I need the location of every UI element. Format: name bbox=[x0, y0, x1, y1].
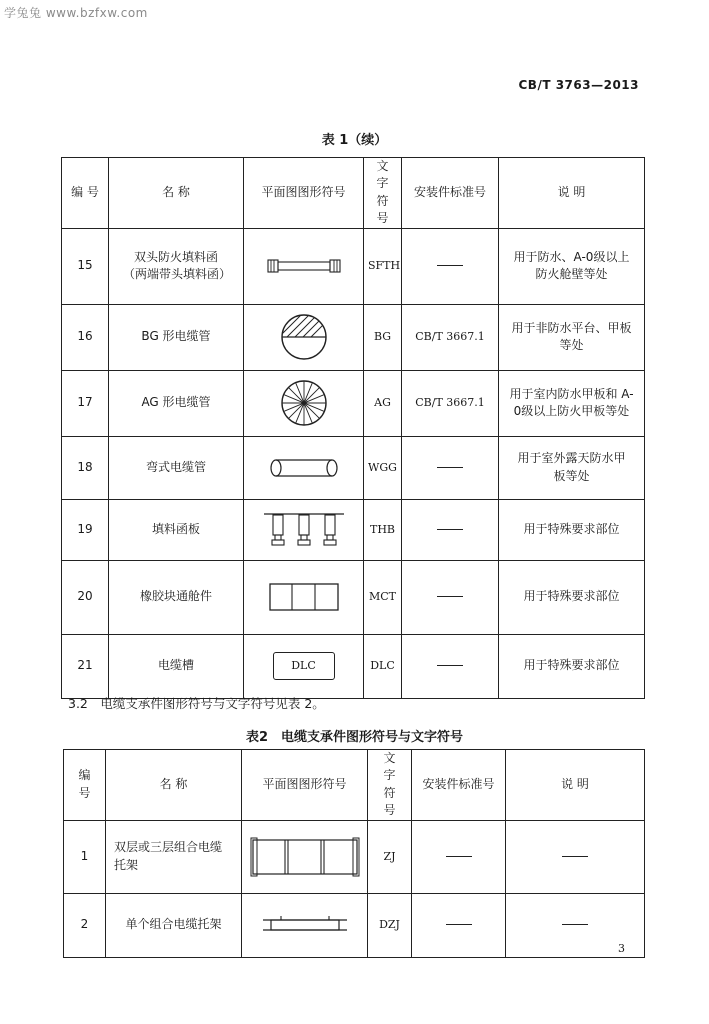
row-name: 单个组合电缆托架 bbox=[106, 893, 242, 957]
table-row bbox=[62, 499, 645, 560]
cable-trough-icon: DLC bbox=[273, 652, 335, 680]
gland-plate-icon bbox=[262, 510, 346, 550]
row-name: 电缆槽 bbox=[109, 634, 244, 698]
row-name: 双层或三层组合电缆托架 bbox=[106, 820, 242, 893]
table-row bbox=[62, 436, 645, 499]
header-remark: 说 明 bbox=[506, 750, 645, 821]
dash-mark bbox=[437, 467, 463, 468]
header-code: 文字符号 bbox=[368, 750, 412, 821]
dash-mark bbox=[446, 856, 472, 857]
row-symbol bbox=[242, 893, 368, 957]
row-symbol bbox=[244, 499, 364, 560]
combined-tray-icon bbox=[249, 837, 361, 877]
row-symbol bbox=[244, 436, 364, 499]
row-code: DZJ bbox=[368, 893, 412, 957]
row-code: WGG bbox=[364, 436, 402, 499]
table2 bbox=[63, 749, 645, 958]
row-symbol bbox=[244, 228, 364, 304]
table1-header-row bbox=[62, 158, 645, 229]
row-no: 20 bbox=[62, 560, 109, 634]
dash-mark bbox=[437, 596, 463, 597]
row-remark: 用于特殊要求部位 bbox=[499, 560, 645, 634]
table2-caption: 表2 电缆支承件图形符号与文字符号 bbox=[245, 730, 464, 745]
table-row bbox=[62, 370, 645, 436]
row-code: SFTH bbox=[364, 228, 402, 304]
double-head-gland-icon bbox=[266, 256, 342, 276]
table-row bbox=[62, 304, 645, 370]
row-code: DLC bbox=[364, 634, 402, 698]
row-no: 17 bbox=[62, 370, 109, 436]
dash-mark bbox=[437, 665, 463, 666]
dash-mark bbox=[437, 529, 463, 530]
row-code: ZJ bbox=[368, 820, 412, 893]
row-code: BG bbox=[364, 304, 402, 370]
dash-mark bbox=[562, 924, 588, 925]
row-standard bbox=[412, 820, 506, 893]
table1 bbox=[61, 157, 645, 699]
row-no: 16 bbox=[62, 304, 109, 370]
row-symbol bbox=[242, 820, 368, 893]
table-row bbox=[64, 820, 645, 893]
row-standard bbox=[402, 436, 499, 499]
row-name: BG 形电缆管 bbox=[109, 304, 244, 370]
row-standard: CB/T 3667.1 bbox=[402, 370, 499, 436]
dash-mark bbox=[446, 924, 472, 925]
row-name: 双头防火填料函（两端带头填料函） bbox=[109, 228, 244, 304]
table-row bbox=[62, 560, 645, 634]
row-symbol bbox=[244, 560, 364, 634]
row-no: 1 bbox=[64, 820, 106, 893]
row-name: 填料函板 bbox=[109, 499, 244, 560]
header-no: 编号 bbox=[64, 750, 106, 821]
row-code: MCT bbox=[364, 560, 402, 634]
table1-caption: 表 1（续） bbox=[321, 133, 388, 148]
row-symbol bbox=[244, 304, 364, 370]
row-standard bbox=[402, 560, 499, 634]
row-no: 2 bbox=[64, 893, 106, 957]
header-symbol: 平面图图形符号 bbox=[242, 750, 368, 821]
table-row bbox=[64, 893, 645, 957]
row-standard bbox=[412, 893, 506, 957]
row-code: AG bbox=[364, 370, 402, 436]
row-standard: CB/T 3667.1 bbox=[402, 304, 499, 370]
row-remark: 用于室内防水甲板和 A-0级以上防火甲板等处 bbox=[499, 370, 645, 436]
header-no: 编 号 bbox=[62, 158, 109, 229]
header-code: 文字符号 bbox=[364, 158, 402, 229]
row-standard bbox=[402, 499, 499, 560]
half-hatched-circle-icon bbox=[279, 312, 329, 362]
header-standard: 安装件标准号 bbox=[402, 158, 499, 229]
table-row bbox=[62, 634, 645, 698]
row-remark bbox=[506, 820, 645, 893]
dash-mark bbox=[437, 265, 463, 266]
row-name: AG 形电缆管 bbox=[109, 370, 244, 436]
header-name: 名 称 bbox=[106, 750, 242, 821]
header-standard: 安装件标准号 bbox=[412, 750, 506, 821]
row-no: 15 bbox=[62, 228, 109, 304]
row-remark: 用于非防水平台、甲板等处 bbox=[499, 304, 645, 370]
section-3-2-text: 3.2 电缆支承件图形符号与文字符号见表 2。 bbox=[68, 696, 325, 711]
row-remark: 用于防水、A-0级以上防火舱壁等处 bbox=[499, 228, 645, 304]
row-no: 19 bbox=[62, 499, 109, 560]
row-code: THB bbox=[364, 499, 402, 560]
table-row bbox=[62, 228, 645, 304]
dash-mark bbox=[562, 856, 588, 857]
row-remark: 用于特殊要求部位 bbox=[499, 634, 645, 698]
header-name: 名 称 bbox=[109, 158, 244, 229]
row-symbol bbox=[244, 634, 364, 698]
row-standard bbox=[402, 634, 499, 698]
radial-circle-icon bbox=[279, 378, 329, 428]
page-number: 3 bbox=[618, 942, 625, 955]
header-remark: 说 明 bbox=[499, 158, 645, 229]
row-name: 弯式电缆管 bbox=[109, 436, 244, 499]
row-standard bbox=[402, 228, 499, 304]
header-symbol: 平面图图形符号 bbox=[244, 158, 364, 229]
row-name: 橡胶块通舱件 bbox=[109, 560, 244, 634]
row-symbol bbox=[244, 370, 364, 436]
single-tray-icon bbox=[261, 914, 349, 936]
row-no: 21 bbox=[62, 634, 109, 698]
row-remark: 用于特殊要求部位 bbox=[499, 499, 645, 560]
bent-pipe-icon bbox=[269, 457, 339, 479]
standard-code: CB/T 3763—2013 bbox=[518, 78, 639, 92]
table2-header-row bbox=[64, 750, 645, 821]
row-remark: 用于室外露天防水甲板等处 bbox=[499, 436, 645, 499]
rubber-block-icon bbox=[268, 582, 340, 612]
row-no: 18 bbox=[62, 436, 109, 499]
watermark: 学兔兔 www.bzfxw.com bbox=[4, 6, 148, 20]
